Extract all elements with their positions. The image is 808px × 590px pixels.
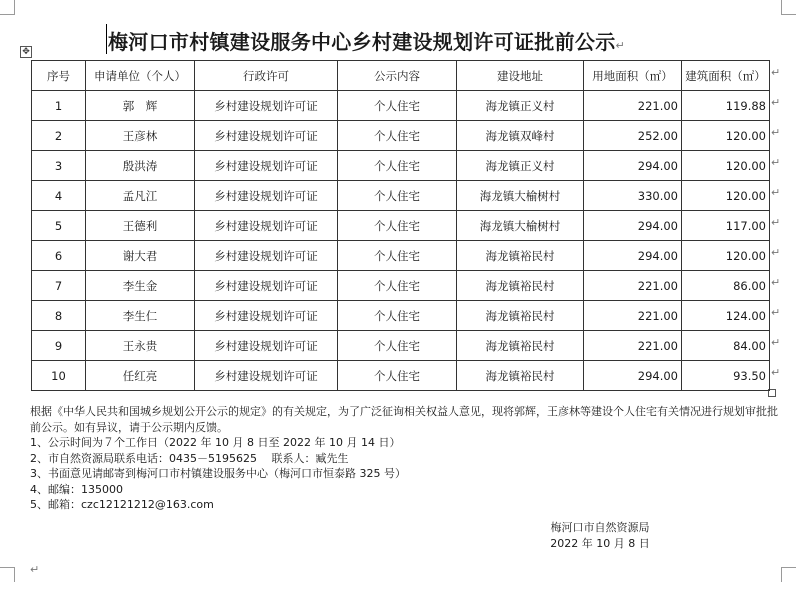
- row-end-mark: ↵: [771, 366, 781, 379]
- table-cell[interactable]: 120.00: [682, 151, 770, 181]
- table-row: [32, 211, 770, 241]
- table-cell[interactable]: 294.00: [584, 211, 682, 241]
- text-cursor: [106, 24, 107, 54]
- table-cell[interactable]: 117.00: [682, 211, 770, 241]
- table-cell[interactable]: 120.00: [682, 121, 770, 151]
- table-cell[interactable]: 殷洪涛: [86, 151, 195, 181]
- table-row: [32, 361, 770, 391]
- table-cell[interactable]: 93.50: [682, 361, 770, 391]
- header-cell[interactable]: 申请单位（个人）: [86, 61, 195, 91]
- notice-item[interactable]: 3、书面意见请邮寄到梅河口市村镇建设服务中心（梅河口市恒泰路 325 号）: [30, 467, 406, 480]
- table-cell[interactable]: 221.00: [584, 301, 682, 331]
- end-paragraph-mark: ↵: [30, 563, 40, 576]
- notice-intro[interactable]: 根据《中华人民共和国城乡规划公开公示的规定》的有关规定，为了广泛征询相关权益人意见，现将郭辉，王彦林等建设个人住宅有关情况进行规划审批批前公示。如有异议，请于公示期内反馈。: [30, 405, 778, 434]
- table-cell[interactable]: 乡村建设规划许可证: [195, 211, 338, 241]
- table-cell[interactable]: 10: [32, 361, 86, 391]
- table-cell[interactable]: 海龙镇正义村: [457, 151, 584, 181]
- table-move-handle-icon[interactable]: ✥: [20, 46, 32, 58]
- header-cell[interactable]: 用地面积（㎡）: [584, 61, 682, 91]
- table-cell[interactable]: 乡村建设规划许可证: [195, 91, 338, 121]
- table-cell[interactable]: 个人住宅: [338, 181, 457, 211]
- table-cell[interactable]: 乡村建设规划许可证: [195, 121, 338, 151]
- table-cell[interactable]: 个人住宅: [338, 241, 457, 271]
- table-row: [32, 121, 770, 151]
- row-end-mark: ↵: [771, 306, 781, 319]
- table-cell[interactable]: 86.00: [682, 271, 770, 301]
- notice-item[interactable]: 2、市自然资源局联系电话：0435－5195625 联系人：臧先生: [30, 451, 349, 465]
- signature-block: [520, 520, 680, 552]
- paragraph-mark: ↵: [615, 39, 626, 52]
- table-row: [32, 181, 770, 211]
- row-end-mark: ↵: [771, 126, 781, 139]
- table-cell[interactable]: 221.00: [584, 331, 682, 361]
- table-cell[interactable]: 252.00: [584, 121, 682, 151]
- table-cell[interactable]: 海龙镇双峰村: [457, 121, 584, 151]
- table-cell[interactable]: 乡村建设规划许可证: [195, 241, 338, 271]
- table-cell[interactable]: 294.00: [584, 151, 682, 181]
- crop-mark-bottom-left: [0, 567, 15, 582]
- row-end-mark: ↵: [771, 276, 781, 289]
- table-cell[interactable]: 7: [32, 271, 86, 301]
- table-cell[interactable]: 1: [32, 91, 86, 121]
- table-cell[interactable]: 海龙镇裕民村: [457, 271, 584, 301]
- row-end-mark: ↵: [771, 66, 781, 79]
- table-cell[interactable]: 王德利: [86, 211, 195, 241]
- table-cell[interactable]: 个人住宅: [338, 271, 457, 301]
- notice-item[interactable]: 5、邮箱：czc12121212@163.com: [30, 498, 214, 511]
- table-cell[interactable]: 个人住宅: [338, 91, 457, 121]
- row-end-mark: ↵: [771, 186, 781, 199]
- row-end-mark: ↵: [771, 216, 781, 229]
- table-cell[interactable]: 乡村建设规划许可证: [195, 301, 338, 331]
- header-cell[interactable]: 建设地址: [457, 61, 584, 91]
- table-cell[interactable]: 124.00: [682, 301, 770, 331]
- notice-notes: [30, 404, 782, 513]
- table-cell[interactable]: 个人住宅: [338, 211, 457, 241]
- table-cell[interactable]: 个人住宅: [338, 151, 457, 181]
- table-cell[interactable]: 王永贵: [86, 331, 195, 361]
- crop-mark-top-right: [781, 0, 796, 15]
- table-row: [32, 241, 770, 271]
- crop-mark-bottom-right: [781, 567, 796, 582]
- table-cell[interactable]: 孟凡江: [86, 181, 195, 211]
- row-end-mark: ↵: [771, 336, 781, 349]
- table-cell[interactable]: 330.00: [584, 181, 682, 211]
- header-cell[interactable]: 行政许可: [195, 61, 338, 91]
- table-cell[interactable]: 8: [32, 301, 86, 331]
- signature-date[interactable]: 2022 年 10 月 8 日: [550, 537, 650, 550]
- table-cell[interactable]: 李生仁: [86, 301, 195, 331]
- table-row: [32, 271, 770, 301]
- table-cell[interactable]: 294.00: [584, 241, 682, 271]
- table-cell[interactable]: 84.00: [682, 331, 770, 361]
- table-row: [32, 331, 770, 361]
- row-end-mark: ↵: [771, 246, 781, 259]
- table-cell[interactable]: 乡村建设规划许可证: [195, 271, 338, 301]
- table-cell[interactable]: 海龙镇正义村: [457, 91, 584, 121]
- table-row: [32, 301, 770, 331]
- table-cell[interactable]: 海龙镇裕民村: [457, 361, 584, 391]
- signature-org[interactable]: 梅河口市自然资源局: [550, 521, 650, 534]
- crop-mark-top-left: [0, 0, 15, 15]
- table-cell[interactable]: 个人住宅: [338, 361, 457, 391]
- table-cell[interactable]: 海龙镇大榆树村: [457, 181, 584, 211]
- table-cell[interactable]: 乡村建设规划许可证: [195, 151, 338, 181]
- table-cell[interactable]: 海龙镇裕民村: [457, 241, 584, 271]
- table-cell[interactable]: 2: [32, 121, 86, 151]
- table-row: [32, 151, 770, 181]
- table-cell[interactable]: 5: [32, 211, 86, 241]
- table-cell[interactable]: 个人住宅: [338, 121, 457, 151]
- title-text: 梅河口市村镇建设服务中心乡村建设规划许可证批前公示: [108, 30, 616, 54]
- document-title[interactable]: [108, 26, 625, 55]
- header-cell[interactable]: 建筑面积（㎡）: [682, 61, 770, 91]
- table-cell[interactable]: 海龙镇裕民村: [457, 301, 584, 331]
- table-header-row: [32, 61, 770, 91]
- table-cell[interactable]: 乡村建设规划许可证: [195, 181, 338, 211]
- row-end-mark: ↵: [771, 156, 781, 169]
- table-cell[interactable]: 3: [32, 151, 86, 181]
- row-end-mark: ↵: [771, 96, 781, 109]
- table-cell[interactable]: 221.00: [584, 91, 682, 121]
- table-cell[interactable]: 个人住宅: [338, 301, 457, 331]
- table-cell[interactable]: 乡村建设规划许可证: [195, 331, 338, 361]
- notice-item[interactable]: 4、邮编：135000: [30, 482, 123, 496]
- table-cell[interactable]: 任红亮: [86, 361, 195, 391]
- header-cell[interactable]: 公示内容: [338, 61, 457, 91]
- table-row: [32, 91, 770, 121]
- table-cell[interactable]: 120.00: [682, 181, 770, 211]
- header-cell[interactable]: 序号: [32, 61, 86, 91]
- table-cell[interactable]: 294.00: [584, 361, 682, 391]
- table-cell[interactable]: 6: [32, 241, 86, 271]
- table-cell[interactable]: 9: [32, 331, 86, 361]
- table-cell[interactable]: 谢大君: [86, 241, 195, 271]
- table-cell[interactable]: 4: [32, 181, 86, 211]
- table-cell[interactable]: 郭 辉: [86, 91, 195, 121]
- table-cell[interactable]: 李生金: [86, 271, 195, 301]
- permit-table: [31, 60, 770, 391]
- table-cell[interactable]: 个人住宅: [338, 331, 457, 361]
- table-cell[interactable]: 乡村建设规划许可证: [195, 361, 338, 391]
- table-cell[interactable]: 王彦林: [86, 121, 195, 151]
- table-cell[interactable]: 221.00: [584, 271, 682, 301]
- table-cell[interactable]: 119.88: [682, 91, 770, 121]
- table-cell[interactable]: 海龙镇大榆树村: [457, 211, 584, 241]
- table-cell[interactable]: 120.00: [682, 241, 770, 271]
- notice-item[interactable]: 1、公示时间为７个工作日（2022 年 10 月 8 日至 2022 年 10 月 14 日）: [30, 436, 401, 449]
- table-cell[interactable]: 海龙镇裕民村: [457, 331, 584, 361]
